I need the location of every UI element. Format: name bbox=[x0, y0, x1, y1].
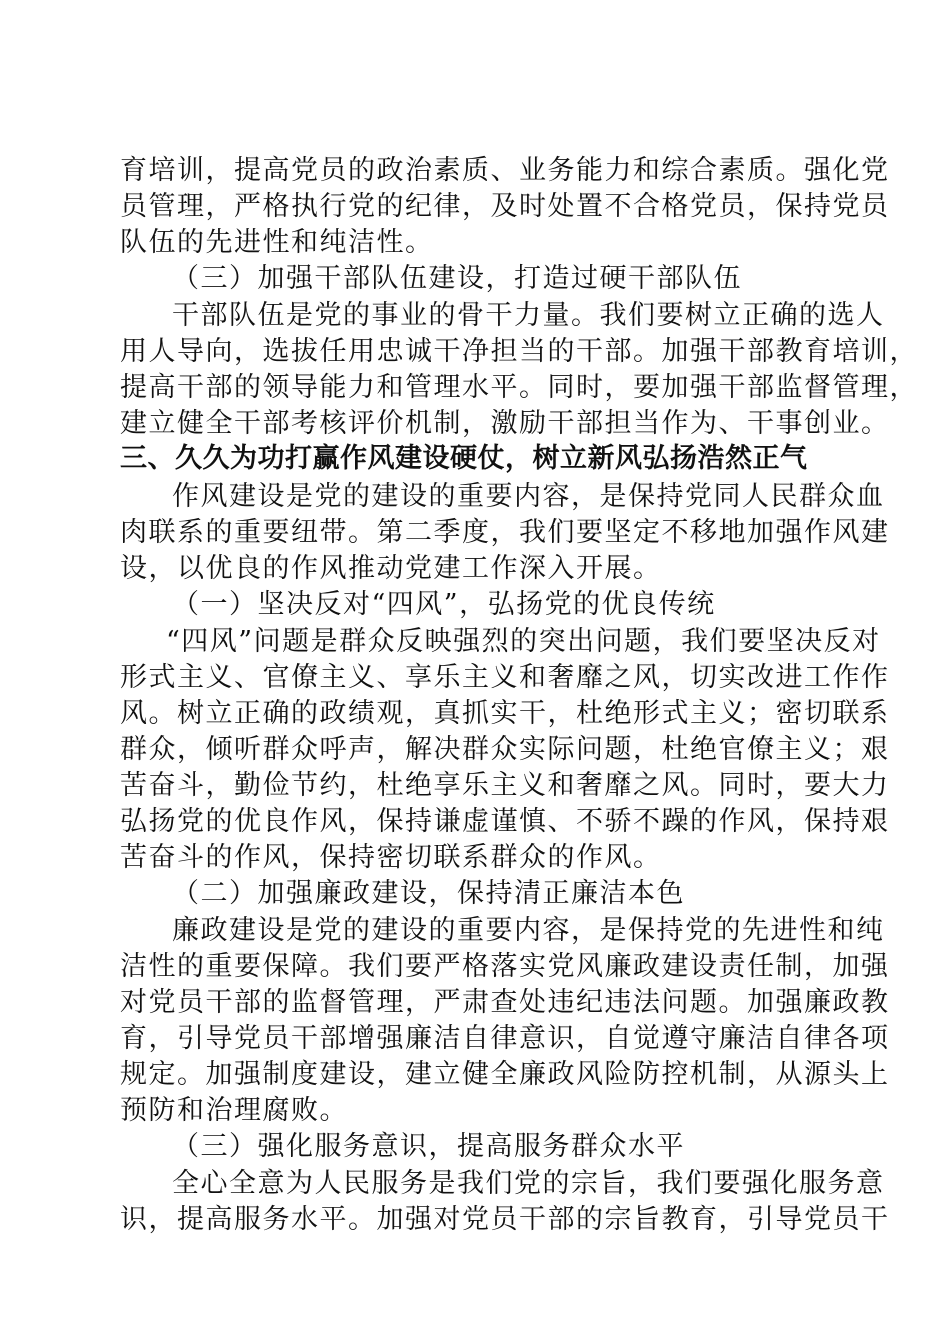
body-text-line: 建立健全干部考核评价机制，激励干部担当作为、干事创业。 bbox=[120, 408, 890, 439]
body-text-line: 设，以优良的作风推动党建工作深入开展。 bbox=[120, 553, 662, 584]
body-text-line: 对党员干部的监督管理，严肃查处违纪违法问题。加强廉政教 bbox=[120, 987, 890, 1018]
body-text-line: 弘扬党的优良作风，保持谦虚谨慎、不骄不躁的作风，保持艰 bbox=[120, 806, 890, 837]
body-text-line: 干部队伍是党的事业的骨干力量。我们要树立正确的选人 bbox=[172, 300, 885, 331]
subsection-heading: （二）加强廉政建设，保持清正廉洁本色 bbox=[172, 878, 685, 909]
body-text-line: 用人导向，选拔任用忠诚干净担当的干部。加强干部教育培训， bbox=[120, 336, 918, 367]
subsection-heading: （三）加强干部队伍建设，打造过硬干部队伍 bbox=[172, 263, 742, 294]
body-text-line: “四风”问题是群众反映强烈的突出问题，我们要坚决反对 bbox=[166, 626, 881, 657]
body-text-line: 风。树立正确的政绩观，真抓实干，杜绝形式主义；密切联系 bbox=[120, 698, 890, 729]
body-text-line: 洁性的重要保障。我们要严格落实党风廉政建设责任制，加强 bbox=[120, 951, 890, 982]
body-text-line: 全心全意为人民服务是我们党的宗旨，我们要强化服务意 bbox=[172, 1168, 885, 1199]
section-heading: 三、久久为功打赢作风建设硬仗，树立新风弘扬浩然正气 bbox=[120, 443, 808, 474]
subsection-heading: （三）强化服务意识，提高服务群众水平 bbox=[172, 1131, 685, 1162]
body-text-line: 廉政建设是党的建设的重要内容，是保持党的先进性和纯 bbox=[172, 915, 885, 946]
body-text-line: 育，引导党员干部增强廉洁自律意识，自觉遵守廉洁自律各项 bbox=[120, 1023, 890, 1054]
body-text-line: 员管理，严格执行党的纪律，及时处置不合格党员，保持党员 bbox=[120, 191, 890, 222]
body-text-line: 识，提高服务水平。加强对党员干部的宗旨教育，引导党员干 bbox=[120, 1204, 890, 1235]
body-text-line: 形式主义、官僚主义、享乐主义和奢靡之风，切实改进工作作 bbox=[120, 662, 890, 693]
body-text-line: 预防和治理腐败。 bbox=[120, 1095, 348, 1126]
subsection-heading: （一）坚决反对“四风”，弘扬党的优良传统 bbox=[172, 589, 716, 620]
body-text-line: 苦奋斗的作风，保持密切联系群众的作风。 bbox=[120, 842, 662, 873]
body-text-line: 肉联系的重要纽带。第二季度，我们要坚定不移地加强作风建 bbox=[120, 517, 890, 548]
body-text-line: 队伍的先进性和纯洁性。 bbox=[120, 227, 434, 258]
body-text-line: 提高干部的领导能力和管理水平。同时，要加强干部监督管理， bbox=[120, 372, 918, 403]
body-text-line: 育培训，提高党员的政治素质、业务能力和综合素质。强化党 bbox=[120, 155, 890, 186]
body-text-line: 苦奋斗，勤俭节约，杜绝享乐主义和奢靡之风。同时，要大力 bbox=[120, 770, 890, 801]
body-text-line: 作风建设是党的建设的重要内容，是保持党同人民群众血 bbox=[172, 481, 885, 512]
body-text-line: 群众，倾听群众呼声，解决群众实际问题，杜绝官僚主义；艰 bbox=[120, 734, 890, 765]
body-text-line: 规定。加强制度建设，建立健全廉政风险防控机制，从源头上 bbox=[120, 1059, 890, 1090]
